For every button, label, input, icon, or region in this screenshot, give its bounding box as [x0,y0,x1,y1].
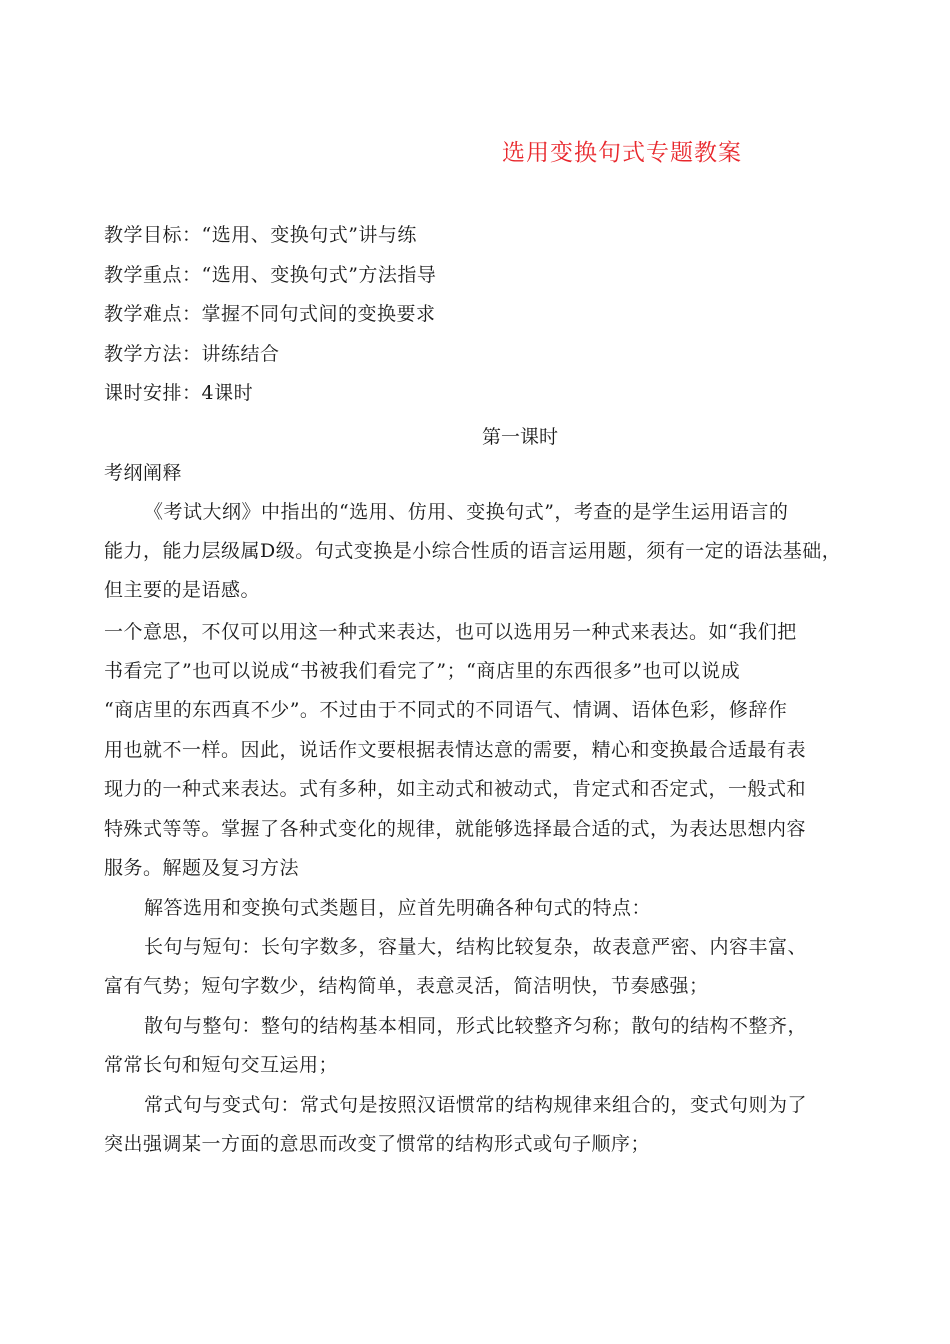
paragraph-line: 突出强调某一方面的意思而改变了惯常的结构形式或句子顺序； [104,1133,651,1155]
section-heading: 考纲阐释 [104,462,183,484]
paragraph-line: 用也就不一样。因此，说话作文要根据表情达意的需要，精心和变换最合适最有表 [104,739,807,761]
paragraph-line: 但主要的是语感。 [104,579,261,601]
meta-method: 教学方法：讲练结合 [104,343,280,365]
paragraph-line: 特殊式等等。掌握了各种式变化的规律，就能够选择最合适的式，为表达思想内容 [104,818,807,840]
paragraph-line: 能力，能力层级属D级。句式变换是小综合性质的语言运用题，须有一定的语法基础， [104,540,842,562]
paragraph-line: 《考试大纲》中指出的“选用、仿用、变换句式”，考查的是学生运用语言的 [144,501,789,523]
paragraph-line: 散句与整句：整句的结构基本相同，形式比较整齐匀称；散句的结构不整齐， [144,1015,808,1037]
lesson-heading: 第一课时 [482,426,559,448]
meta-schedule: 课时安排：4课时 [104,382,254,404]
paragraph-line: 常常长句和短句交互运用； [104,1054,339,1076]
paragraph-line: 长句与短句：长句字数多，容量大，结构比较复杂，故表意严密、内容丰富、 [144,936,808,958]
meta-focus: 教学重点：“选用、变换句式”方法指导 [104,264,437,286]
paragraph-line: 服务。解题及复习方法 [104,857,300,879]
document-title: 选用变换句式专题教案 [502,140,742,166]
paragraph-line: “商店里的东西真不少”。不过由于不同式的不同语气、情调、语体色彩，修辞作 [104,699,788,721]
paragraph-line: 常式句与变式句：常式句是按照汉语惯常的结构规律来组合的，变式句则为了 [144,1094,808,1116]
meta-goal: 教学目标：“选用、变换句式”讲与练 [104,224,417,246]
paragraph-line: 富有气势；短句字数少，结构简单，表意灵活，简洁明快，节奏感强； [104,975,709,997]
paragraph-line: 一个意思，不仅可以用这一种式来表达，也可以选用另一种式来表达。如“我们把 [104,621,797,643]
meta-difficulty: 教学难点：掌握不同句式间的变换要求 [104,303,436,325]
paragraph-line: 现力的一种式来表达。式有多种，如主动式和被动式，肯定式和否定式，一般式和 [104,778,807,800]
paragraph-line: 书看完了”也可以说成“书被我们看完了”；“商店里的东西很多”也可以说成 [104,660,741,682]
paragraph-line: 解答选用和变换句式类题目，应首先明确各种句式的特点： [144,897,652,919]
